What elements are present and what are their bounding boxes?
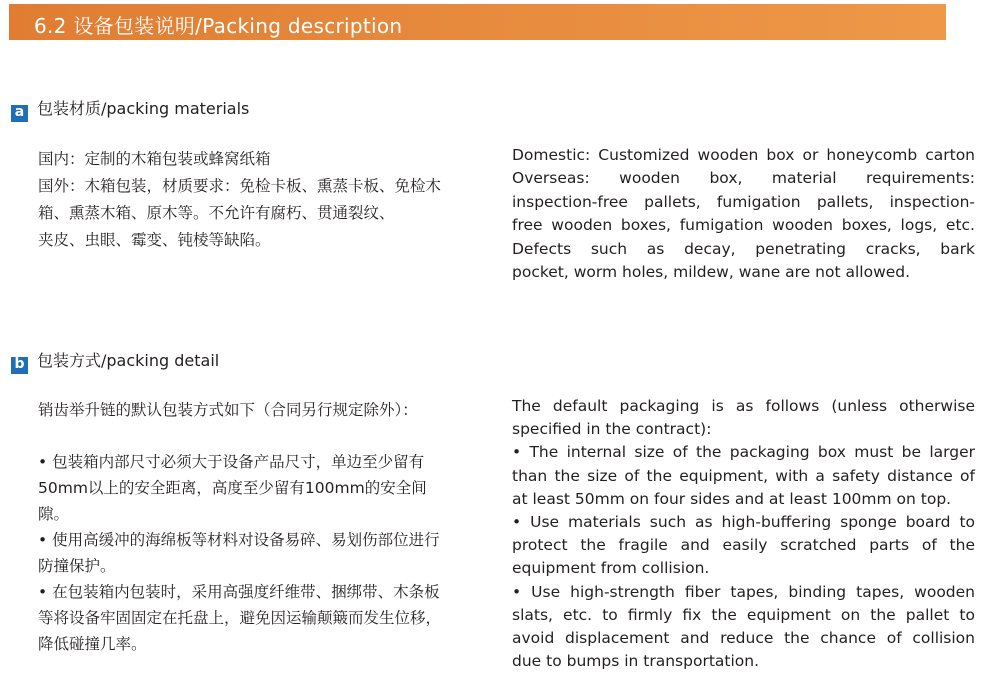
text-line-en: • Use materials such as high-buffering sponge board to — [512, 513, 975, 531]
section-b-title-text: 包装方式/packing detail — [37, 351, 220, 370]
text-line-en: free wooden boxes, fumigation wooden boxes, logs, etc. — [512, 216, 975, 235]
text-line-en: The default packaging is as follows (unless otherwise — [512, 397, 975, 415]
text-line-en: specified in the contract): — [512, 420, 712, 439]
text-line-zh: 降低碰撞几率。 — [38, 635, 147, 653]
section-b-title — [11, 348, 219, 374]
text-line-zh: 夹皮、虫眼、霉变、钝棱等缺陷。 — [38, 231, 271, 249]
section-a-title — [11, 96, 249, 122]
page-title: 6.2 设备包装说明/Packing description — [34, 14, 403, 38]
section-a-title-text: 包装材质/packing materials — [37, 99, 250, 118]
text-line-en: • Use high-strength fiber tapes, binding tapes, wooden — [512, 582, 975, 601]
text-line-en: at least 50mm on four sides and at least 100mm on top. — [512, 489, 952, 508]
text-line-zh: • 在包装箱内包装时，采用高强度纤维带、捆绑带、木条板 — [38, 583, 440, 601]
text-line-en: • The internal size of the packaging box must be larger — [512, 443, 975, 462]
text-line-zh: 等将设备牢固固定在托盘上，避免因运输颠簸而发生位移， — [38, 609, 442, 627]
section-header — [9, 4, 946, 40]
text-line-zh: 箱、熏蒸木箱、原木等。不允许有腐朽、贯通裂纹、 — [38, 204, 395, 222]
text-line-en: slats, etc. to firmly fix the equipment on the pallet to — [512, 605, 975, 624]
text-line-en: pocket, worm holes, mildew, wane are not allowed. — [512, 263, 911, 281]
text-line-zh: 国外：木箱包装，材质要求：免检卡板、熏蒸卡板、免检木 — [38, 177, 442, 195]
text-line-en: equipment from collision. — [512, 559, 710, 578]
text-line-en: Defects such as decay, penetrating cracks, bark — [512, 239, 975, 258]
packing-intro-zh: 销齿举升链的默认包装方式如下（合同另行规定除外）： — [38, 401, 418, 419]
text-line-en: protect the fragile and easily scratched parts of the — [512, 536, 975, 555]
text-line-en: due to bumps in transportation. — [512, 652, 760, 671]
text-line-en: Overseas: wooden box, material requirements: — [512, 169, 975, 188]
text-line-en: than the size of the equipment, with a safety distance of — [512, 466, 975, 485]
text-line-en: inspection-free pallets, fumigation pallets, inspection- — [512, 192, 975, 211]
text-line-zh: • 使用高缓冲的海绵板等材料对设备易碎、易划伤部位进行 — [38, 531, 440, 549]
text-line-zh: 50mm以上的安全距离，高度至少留有100mm的安全间 — [38, 479, 427, 497]
text-line-zh: 防撞保护。 — [38, 557, 116, 575]
text-line-zh: • 包装箱内部尺寸必须大于设备产品尺寸，单边至少留有 — [38, 453, 425, 471]
section-b-badge: b — [11, 357, 28, 374]
section-a-badge: a — [11, 105, 28, 122]
text-line-zh: 隙。 — [38, 505, 70, 523]
text-line-zh: 国内：定制的木箱包装或蜂窝纸箱 — [38, 150, 271, 168]
text-line-en: Domestic: Customized wooden box or honeycomb carton — [512, 146, 975, 164]
text-line-en: avoid displacement and reduce the chance of collision — [512, 629, 975, 647]
